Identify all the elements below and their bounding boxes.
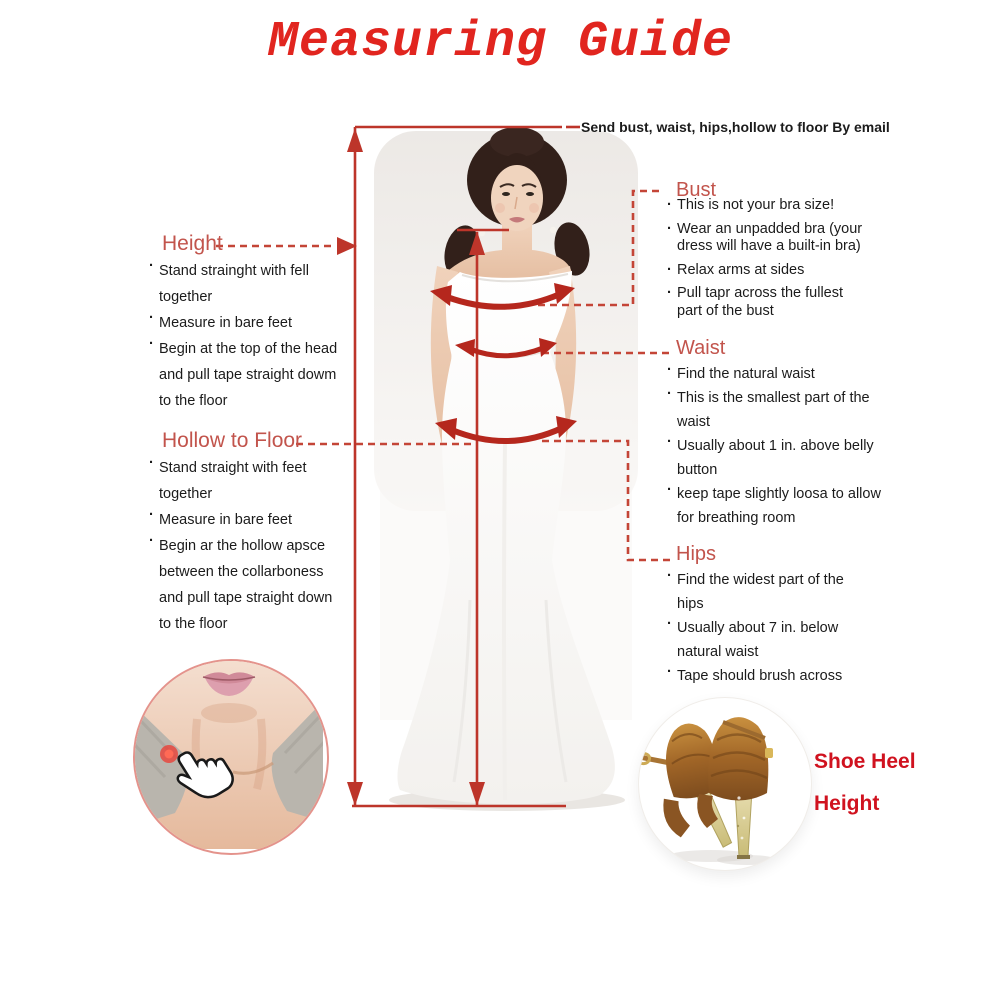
hips-label: Hips (676, 543, 717, 565)
bullet-line: part of the bust (677, 302, 774, 319)
bullet-line: · Find the widest part of the (677, 572, 844, 588)
bullet-item (666, 664, 896, 688)
bullet-line: hips (677, 596, 704, 612)
bullet-line: and pull tape straight dowm (159, 367, 337, 383)
bullet-line: · Measure in bare feet (159, 512, 292, 528)
shoe-heel-label-line1: Shoe Heel (814, 750, 916, 773)
bullet-item (148, 507, 378, 533)
bullet-item (666, 221, 906, 256)
buckle-right (765, 748, 773, 758)
bullet-line: · Begin at the top of the head (159, 341, 338, 357)
section-height-list (148, 258, 368, 414)
bullet-item (666, 568, 896, 616)
shoes-image (638, 697, 812, 871)
bullet-line: and pull tape straight down (159, 590, 333, 606)
neck-closeup-image (133, 659, 329, 855)
shoe-heel-height-label (814, 741, 916, 825)
bullet-item (666, 482, 911, 530)
height-up-arrow-icon (347, 128, 363, 152)
page-title: Measuring Guide (267, 14, 734, 71)
bullet-line: together (159, 289, 213, 305)
hollow-to-floor-label: Hollow to Floor (162, 429, 303, 452)
bullet-item (666, 285, 906, 320)
bullet-item (148, 336, 368, 414)
height-label: Height (162, 232, 223, 255)
height-down-arrow-icon (347, 782, 363, 806)
bullet-line: · Usually about 7 in. below (677, 620, 839, 636)
section-hips-list (666, 568, 896, 688)
bullet-item (148, 455, 378, 507)
bullet-line: · This is not your bra size! (677, 197, 835, 213)
bullet-item (666, 262, 906, 280)
bullet-line: · Usually about 1 in. above belly (677, 438, 874, 454)
bust-label: Bust (676, 179, 717, 201)
bullet-line: button (677, 462, 718, 478)
waist-label: Waist (676, 337, 726, 359)
section-waist-list (666, 362, 911, 530)
shoe-heel-label-line2: Height (814, 792, 880, 815)
bullet-line: · Stand straight with feet (159, 460, 307, 476)
bullet-item (148, 310, 368, 336)
bullet-line: · keep tape slightly loosa to allow (677, 486, 881, 502)
bullet-line: between the collarboness (159, 564, 324, 580)
bullet-item (666, 362, 911, 386)
pearl-earring-right (550, 227, 556, 233)
bullet-line: dress will have a built-in bra) (677, 238, 861, 254)
bullet-item (666, 197, 906, 215)
bullet-line: to the floor (159, 616, 228, 632)
heels-illustration (639, 698, 809, 868)
bullet-line: together (159, 486, 213, 502)
bullet-line: natural waist (677, 644, 759, 660)
bullet-line: · Stand strainght with fell (159, 263, 309, 279)
bullet-line: · This is the smallest part of the (677, 390, 870, 406)
bullet-line: · Begin ar the hollow apsce (159, 538, 326, 554)
bullet-line: · Tape should brush across (677, 668, 843, 684)
bullet-line: for breathing room (677, 510, 796, 526)
bullet-line: · Find the natural waist (677, 366, 815, 382)
section-bust-list (666, 197, 906, 326)
email-note: Send bust, waist, hips,hollow to floor By email (581, 119, 890, 135)
bullet-line: · Wear an unpadded bra (your (677, 220, 863, 237)
bullet-item (148, 258, 368, 310)
section-hollow-list (148, 455, 378, 637)
bullet-line: · Pull tapr across the fullest (677, 285, 844, 301)
bullet-line: waist (677, 414, 711, 430)
bullet-item (666, 616, 896, 664)
bullet-line: · Measure in bare feet (159, 315, 292, 331)
bullet-line: to the floor (159, 393, 228, 409)
bullet-item (666, 386, 911, 434)
bullet-item (666, 434, 911, 482)
bullet-item (148, 533, 378, 637)
neck-closeup-illustration (135, 661, 323, 849)
bullet-line: · Relax arms at sides (677, 261, 805, 278)
